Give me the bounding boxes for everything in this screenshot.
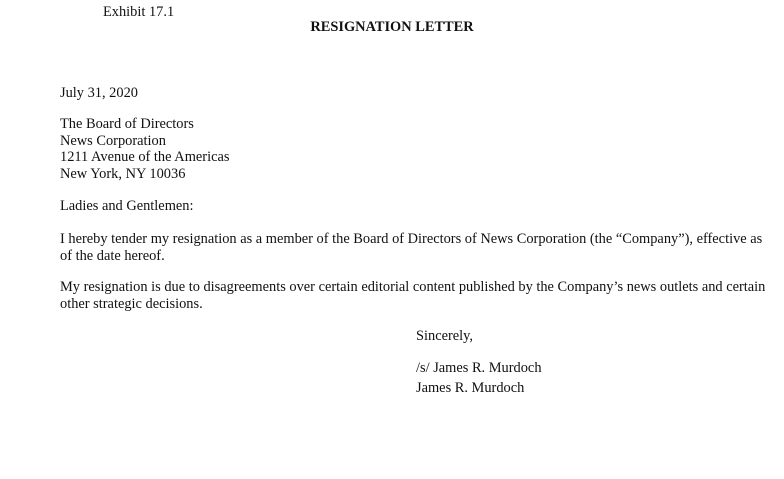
body-paragraph: My resignation is due to disagreements over certain editorial content published by the Company’s news outlets and certain other strategic decisions. (60, 279, 766, 312)
recipient-line: New York, NY 10036 (60, 165, 186, 182)
printed-name: James R. Murdoch (416, 380, 525, 396)
recipient-address (60, 116, 229, 182)
recipient-line: News Corporation (60, 132, 166, 149)
signature-line: /s/ James R. Murdoch (416, 360, 542, 376)
recipient-line: The Board of Directors (60, 116, 194, 132)
recipient-line: 1211 Avenue of the Americas (60, 149, 230, 165)
document-title: RESIGNATION LETTER (310, 19, 474, 35)
salutation: Ladies and Gentlemen: (60, 198, 194, 214)
exhibit-label: Exhibit 17.1 (103, 4, 175, 20)
closing: Sincerely, (416, 328, 474, 344)
letter-date: July 31, 2020 (60, 85, 138, 101)
body-paragraph: I hereby tender my resignation as a member of the Board of Directors of News Corporation (the “Company”), effective as of the date hereof. (60, 231, 763, 264)
